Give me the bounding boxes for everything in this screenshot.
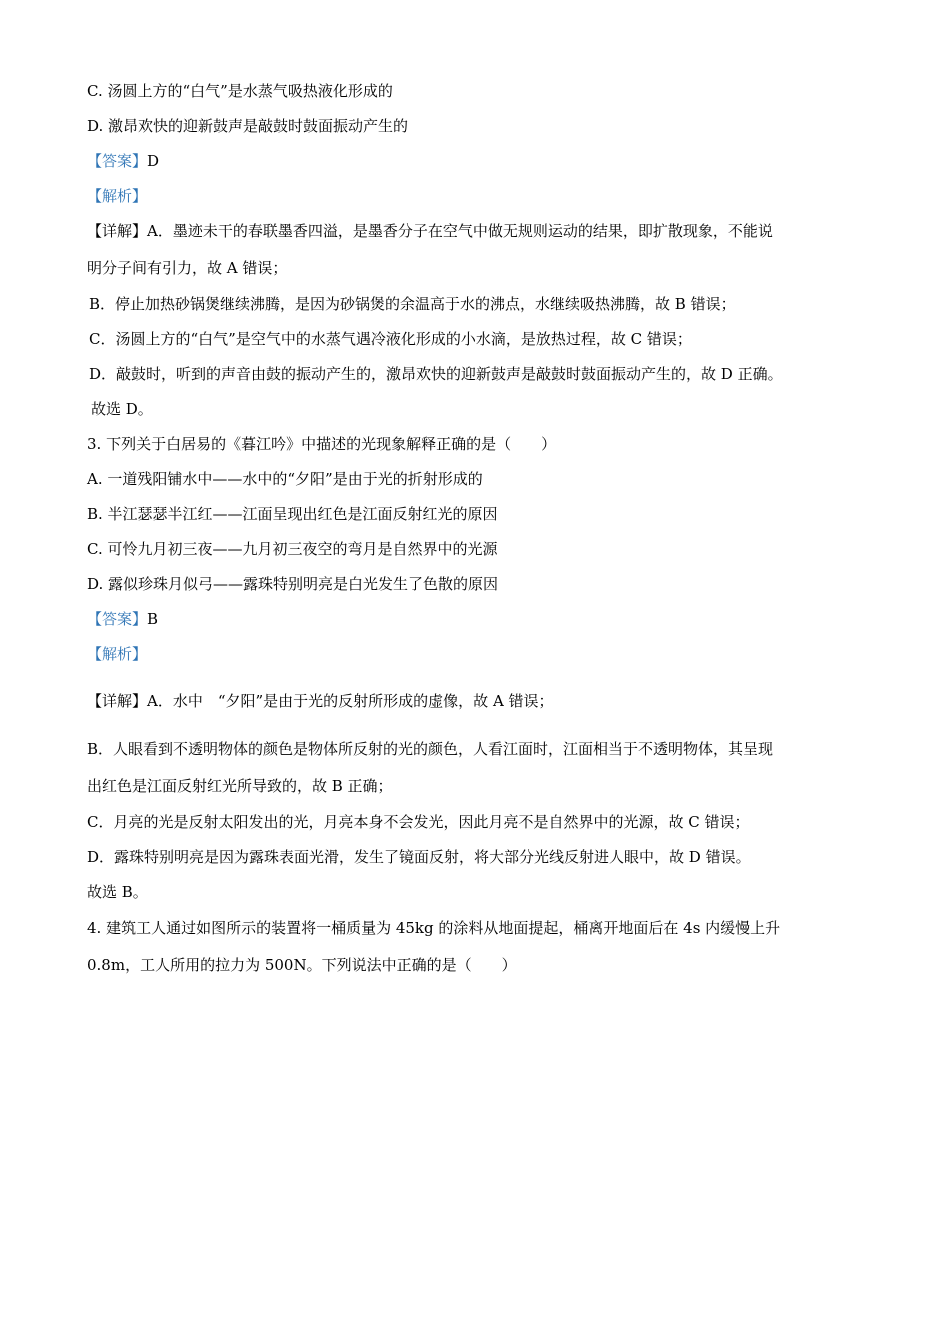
q2-detail-line2: 明分子间有引力，故 A 错误； — [87, 259, 288, 277]
q3-answer — [87, 609, 867, 629]
q2-detail-line1: 【详解】A．墨迹未干的春联墨香四溢，是墨香分子在空气中做无规则运动的结果，即扩散现象，不能说 — [87, 222, 773, 240]
q3-detail-d: D．露珠特别明亮是因为露珠表面光滑，发生了镜面反射，将大部分光线反射进人眼中，故 D 错误。 — [87, 848, 751, 866]
answer-tag: 【答案】 — [87, 152, 148, 170]
answer-value: B — [147, 610, 159, 628]
analysis-tag: 【解析】 — [87, 187, 148, 205]
q3-option-c: C. 可怜九月初三夜——九月初三夜空的弯月是自然界中的光源 — [87, 540, 498, 558]
q3-conclusion: 故选 B。 — [87, 883, 148, 901]
q3-detail-c: C．月亮的光是反射太阳发出的光，月亮本身不会发光，因此月亮不是自然界中的光源，故 C 错误； — [87, 813, 750, 831]
q2-analysis-tag — [87, 186, 867, 206]
q3-option-b: B. 半江瑟瑟半江红——江面呈现出红色是江面反射红光的原因 — [87, 505, 498, 523]
q2-conclusion: 故选 D。 — [91, 400, 153, 418]
analysis-tag: 【解析】 — [87, 645, 148, 663]
q3-option-a: A. 一道残阳铺水中——水中的“夕阳”是由于光的折射形成的 — [87, 470, 483, 488]
q3-option-d: D. 露似珍珠月似弓——露珠特别明亮是白光发生了色散的原因 — [87, 575, 499, 593]
q3-detail-a: 【详解】A．水中 “夕阳”是由于光的反射所形成的虚像，故 A 错误； — [87, 692, 554, 710]
q3-analysis-tag — [87, 644, 867, 664]
q2-detail-b: B．停止加热砂锅煲继续沸腾，是因为砂锅煲的余温高于水的沸点，水继续吸热沸腾，故 B 错误； — [89, 295, 736, 313]
q2-option-d: D. 激昂欢快的迎新鼓声是敲鼓时鼓面振动产生的 — [87, 117, 409, 135]
q2-option-c: C. 汤圆上方的“白气”是水蒸气吸热液化形成的 — [87, 82, 393, 100]
answer-value: D — [147, 152, 160, 170]
q4-stem-line2: 0.8m，工人所用的拉力为 500N。下列说法中正确的是（ ） — [87, 956, 517, 974]
answer-tag: 【答案】 — [87, 610, 148, 628]
q2-answer — [87, 151, 867, 171]
q3-detail-b-line1: B．人眼看到不透明物体的颜色是物体所反射的光的颜色，人看江面时，江面相当于不透明物体，其呈现 — [87, 740, 774, 758]
q2-detail-d: D．敲鼓时，听到的声音由鼓的振动产生的，激昂欢快的迎新鼓声是敲鼓时鼓面振动产生的，故 D 正确。 — [89, 365, 783, 383]
q3-stem: 3. 下列关于白居易的《暮江吟》中描述的光现象解释正确的是（ ） — [87, 435, 557, 453]
q2-detail-c: C．汤圆上方的“白气”是空气中的水蒸气遇冷液化形成的小水滴，是放热过程，故 C 错误； — [89, 330, 692, 348]
q4-stem-line1: 4. 建筑工人通过如图所示的装置将一桶质量为 45kg 的涂料从地面提起，桶离开地面后在 4s 内缓慢上升 — [87, 919, 781, 937]
q3-detail-b-line2: 出红色是江面反射红光所导致的，故 B 正确； — [87, 777, 393, 795]
